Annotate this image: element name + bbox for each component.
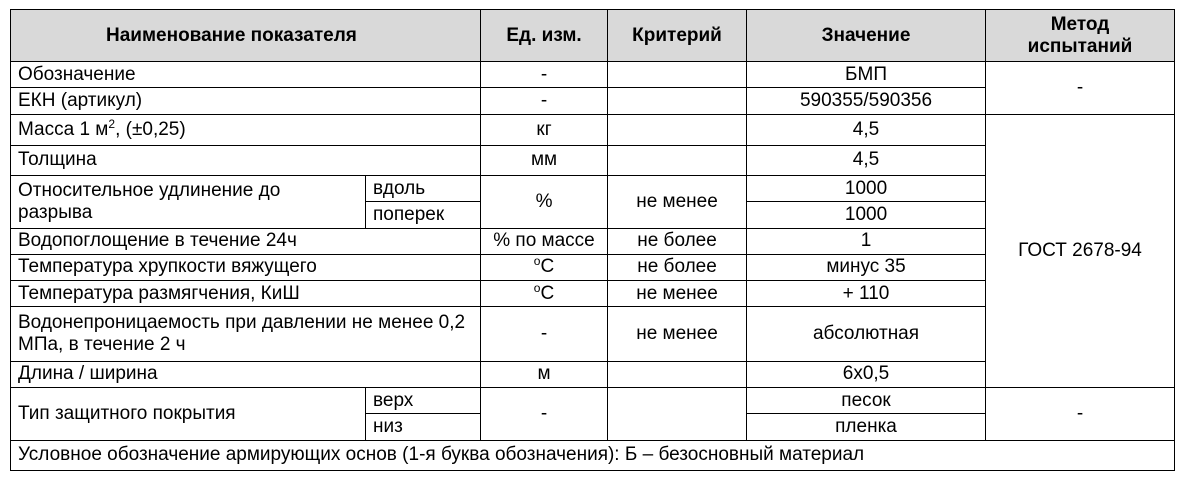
footnote: Условное обозначение армирующих основ (1-я буква обозначения): Б – безосновный материал — [11, 440, 1175, 470]
header-criterion: Критерий — [608, 10, 747, 62]
row-subname: поперек — [366, 202, 481, 228]
row-name: Водонепроницаемость при давлении не менее 0,2 МПа, в течение 2 ч — [11, 307, 481, 362]
method-cell: - — [986, 388, 1175, 441]
row-criterion: не более — [608, 228, 747, 254]
specification-table — [10, 9, 1175, 471]
row-unit: % по массе — [481, 228, 608, 254]
header-method-line1: Метод — [1050, 13, 1110, 35]
row-value: 4,5 — [747, 114, 986, 145]
row-value: 4,5 — [747, 145, 986, 175]
table-header-row — [11, 10, 1175, 62]
row-unit: % — [481, 176, 608, 229]
table-row — [11, 388, 1175, 414]
degree-sup: o — [533, 254, 541, 269]
row-subname: вдоль — [366, 176, 481, 202]
unit-celsius: С — [540, 256, 555, 278]
header-unit: Ед. изм. — [481, 10, 608, 62]
header-method-line2: испытаний — [1027, 35, 1133, 57]
row-criterion — [608, 88, 747, 114]
row-name: Обозначение — [11, 62, 481, 88]
mass-label-post: , (±0,25) — [115, 118, 186, 140]
degree-sup: o — [533, 280, 541, 295]
row-value: + 110 — [747, 281, 986, 307]
row-value: 1000 — [747, 176, 986, 202]
row-value: 590355/590356 — [747, 88, 986, 114]
row-unit: - — [481, 62, 608, 88]
row-unit: - — [481, 307, 608, 362]
table-footnote-row — [11, 440, 1175, 470]
method-cell: ГОСТ 2678-94 — [986, 114, 1175, 388]
row-value: минус 35 — [747, 254, 986, 280]
row-name — [11, 114, 481, 145]
row-value: абсолютная — [747, 307, 986, 362]
row-criterion: не менее — [608, 307, 747, 362]
row-name: Относительное удлинение до разрыва — [11, 176, 366, 229]
row-value: БМП — [747, 62, 986, 88]
table-row — [11, 62, 1175, 88]
row-criterion — [608, 62, 747, 88]
row-value: 1000 — [747, 202, 986, 228]
row-unit: - — [481, 388, 608, 441]
table-row — [11, 114, 1175, 145]
row-name: Температура размягчения, КиШ — [11, 281, 481, 307]
header-method — [986, 10, 1175, 62]
row-unit — [481, 281, 608, 307]
header-name: Наименование показателя — [11, 10, 481, 62]
row-criterion: не менее — [608, 281, 747, 307]
row-name: Длина / ширина — [11, 361, 481, 387]
row-unit: м — [481, 361, 608, 387]
row-value: 1 — [747, 228, 986, 254]
row-unit: мм — [481, 145, 608, 175]
row-subname: верх — [366, 388, 481, 414]
row-name: Тип защитного покрытия — [11, 388, 366, 441]
row-subname: низ — [366, 414, 481, 440]
row-name: Температура хрупкости вяжущего — [11, 254, 481, 280]
mass-label-sup: 2 — [108, 116, 116, 131]
row-name: Толщина — [11, 145, 481, 175]
mass-label: Масса 1 м — [18, 118, 109, 140]
row-value: пленка — [747, 414, 986, 440]
row-value: песок — [747, 388, 986, 414]
row-criterion — [608, 145, 747, 175]
row-criterion: не более — [608, 254, 747, 280]
header-value: Значение — [747, 10, 986, 62]
row-unit: кг — [481, 114, 608, 145]
unit-celsius: С — [540, 282, 555, 304]
row-unit — [481, 254, 608, 280]
row-criterion — [608, 388, 747, 441]
row-criterion: не менее — [608, 176, 747, 229]
row-criterion — [608, 361, 747, 387]
row-name: ЕКН (артикул) — [11, 88, 481, 114]
method-cell: - — [986, 62, 1175, 115]
row-criterion — [608, 114, 747, 145]
row-name: Водопоглощение в течение 24ч — [11, 228, 481, 254]
row-unit: - — [481, 88, 608, 114]
row-value: 6х0,5 — [747, 361, 986, 387]
